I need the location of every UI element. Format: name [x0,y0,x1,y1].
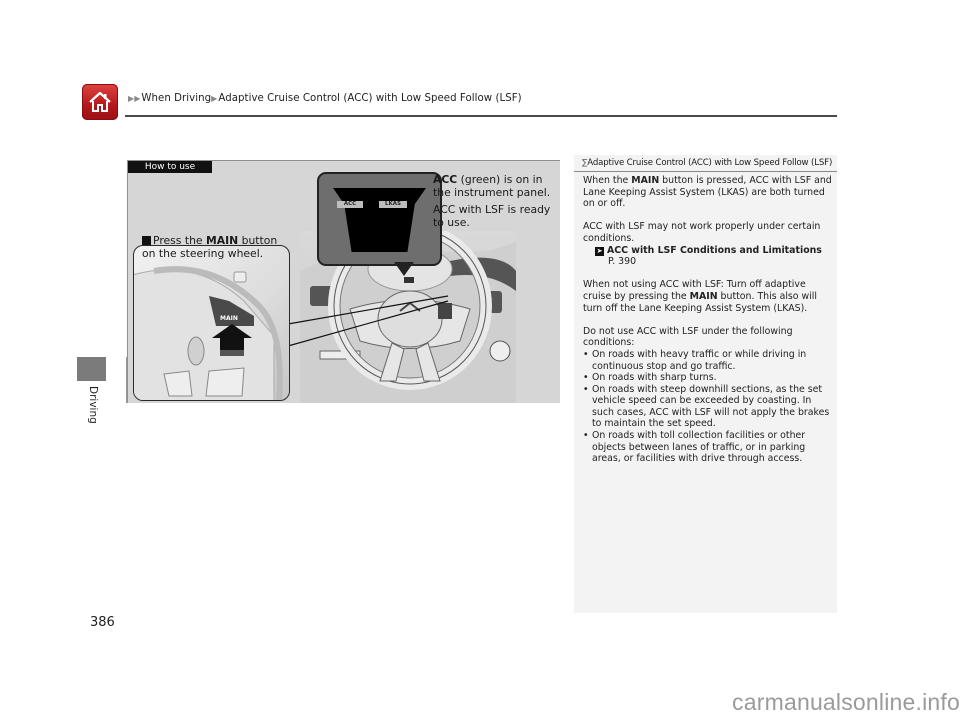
sidebar-divider [574,171,837,172]
how-to-use-label: How to use [128,161,212,173]
list-item: • On roads with sharp turns. [583,372,835,384]
home-button[interactable] [82,84,118,120]
conditions-list [583,349,835,465]
sidebar-paragraph: Do not use ACC with LSF under the following conditions: [583,325,793,349]
how-to-use-figure [127,160,560,403]
indicator-note: ACC (green) is on in the instrument panel. ACC with LSF is ready to use. [433,173,551,229]
sidebar-note [574,155,837,613]
breadcrumb-item-when-driving[interactable]: When Driving [141,93,212,104]
home-icon [87,90,113,114]
steering-spoke-illustration [134,246,289,400]
sidebar-paragraph: When the MAIN button is pressed, ACC with LSF and Lane Keeping Assist System (LKAS) are both turned on or off. [583,175,832,210]
breadcrumb [128,93,522,104]
instrument-panel-callout [317,172,442,266]
breadcrumb-item-acc[interactable]: Adaptive Cruise Control (ACC) with Low Speed Follow (LSF) [218,93,522,104]
cross-reference-page: P. 390 [608,256,637,268]
step-bullet-icon [142,236,151,245]
acc-indicator: ACC [337,201,363,208]
lkas-indicator: LKAS [379,201,407,208]
sidebar-paragraph: When not using ACC with LSF: Turn off adaptive cruise by pressing the MAIN button. This also will turn off the Lane Keeping Assist System (LKAS). [583,279,818,314]
callout-tail [394,262,414,276]
svg-text:MAIN: MAIN [220,315,238,322]
cross-reference-link[interactable]: ➤ ACC with LSF Conditions and Limitations P. 390 [583,245,835,268]
arrow-right-icon: ➤ [596,246,603,255]
main-button-ref: MAIN [206,234,239,247]
list-item: • On roads with steep downhill sections, as the set vehicle speed can be exceeded by coasting. In such cases, ACC with LSF will not apply the brakes to maintain the set speed. [583,384,835,430]
sidebar-body [583,175,835,465]
section-tab-marker [77,357,106,381]
section-tab-label: Driving [87,386,99,424]
list-item: • On roads with heavy traffic or while driving in continuous stop and go traffic. [583,349,835,372]
breadcrumb-arrow-icon: ▶▶ [128,94,141,103]
sidebar-paragraph: ACC with LSF may not work properly under certain conditions. [583,221,821,244]
step-instruction: Press the MAIN button on the steering wheel. [142,234,278,260]
sidebar-title: ∑Adaptive Cruise Control (ACC) with Low Speed Follow (LSF) [582,158,833,168]
page-number: 386 [90,615,115,630]
header-divider [125,115,837,117]
main-button-inset [133,245,290,401]
watermark: carmanualsonline.info [732,689,960,715]
instrument-display [333,188,426,252]
list-item: • On roads with toll collection facilities or other objects between lanes of traffic, or in parking areas, or facilities with drive through access. [583,430,835,465]
breadcrumb-arrow-icon: ▶ [211,94,218,103]
reference-icon: ∑ [582,158,588,167]
